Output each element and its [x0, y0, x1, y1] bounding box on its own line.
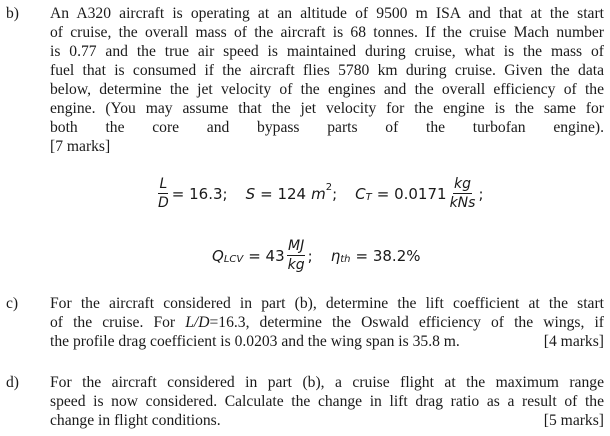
- text-line: For the aircraft considered in part (b), a cruise flight at the maximum range: [50, 374, 604, 391]
- lcv-unit-fraction: $\frac{MJ}{kg}$: [287, 238, 305, 273]
- text-line: below, determine the jet velocity of the engines and the overall efficiency of the: [50, 81, 604, 98]
- part-label-c: c): [6, 295, 19, 312]
- wing-area-exp: 2: [325, 182, 333, 193]
- lift-drag-fraction: $\frac{L}{D}$: [158, 176, 169, 211]
- lcv-value: = 43: [248, 246, 285, 265]
- text-line-with-marks: change in flight conditions. [5 marks]: [50, 412, 604, 429]
- tsfc-sub: T: [365, 192, 372, 203]
- part-label-b: b): [6, 5, 19, 22]
- thermal-eff-value: = 38.2%: [355, 246, 421, 265]
- lift-drag-ratio-inline: L/D: [185, 314, 210, 331]
- text-line: of cruise, the overall mass of the aircraft is 68 tonnes. If the cruise Mach number: [50, 24, 604, 41]
- text-line: is 0.77 and the true air speed is maintained during cruise, what is the mass of: [50, 43, 604, 60]
- text-line: engine. (You may assume that the jet velocity for the engine is the same for: [50, 100, 604, 117]
- text-line: An A320 aircraft is operating at an altitude of 9500 m ISA and that at the start: [50, 5, 604, 22]
- text-line: of the cruise. For L/D=16.3, determine the Oswald efficiency of the wings, if: [50, 314, 604, 331]
- text-line: speed is now considered. Calculate the change in lift drag ratio as a result of the: [50, 393, 604, 410]
- part-d-text: [50, 373, 604, 430]
- marks-c: [4 marks]: [543, 333, 604, 350]
- lcv-symbol: Q: [212, 246, 224, 265]
- wing-area-symbol: S: [245, 184, 256, 203]
- part-c-text: [50, 294, 604, 351]
- tsfc-symbol: C: [355, 184, 366, 203]
- given-data-line-2: Q LCV = 43 $\frac{MJ}{kg}$ ; η th = 38.2%: [212, 238, 421, 273]
- text-line-with-marks: the profile drag coefficient is 0.0203 and the wing span is 35.8 m. [4 marks]: [50, 333, 604, 350]
- marks-b: [7 marks]: [50, 138, 111, 155]
- tsfc-unit-fraction: $\frac{kg}{\text{kNs}}$: [449, 176, 476, 211]
- text-line: For the aircraft considered in part (b), determine the lift coefficient at the start: [50, 295, 604, 312]
- lcv-sub: LCV: [223, 254, 244, 265]
- tsfc-value: = 0.0171: [376, 184, 447, 203]
- wing-area-value: = 124: [260, 184, 307, 203]
- thermal-eff-symbol: η: [330, 246, 341, 265]
- part-label-d: d): [6, 374, 19, 391]
- part-b-text: [50, 4, 604, 156]
- text-line: both the core and bypass parts of the turbofan engine).: [50, 119, 604, 136]
- thermal-eff-sub: th: [340, 254, 351, 265]
- given-data-line-1: $\frac{L}{D}$ = 16.3; S = 124 m 2 ; C T = 0.0171 $\frac{kg}{\text{kNs}}$ ;: [158, 176, 484, 211]
- lift-drag-value: = 16.3;: [171, 184, 228, 203]
- marks-d: [5 marks]: [543, 412, 604, 429]
- wing-area-unit: m: [311, 184, 326, 203]
- text-line: fuel that is consumed if the aircraft flies 5780 km during cruise. Given the data: [50, 62, 604, 79]
